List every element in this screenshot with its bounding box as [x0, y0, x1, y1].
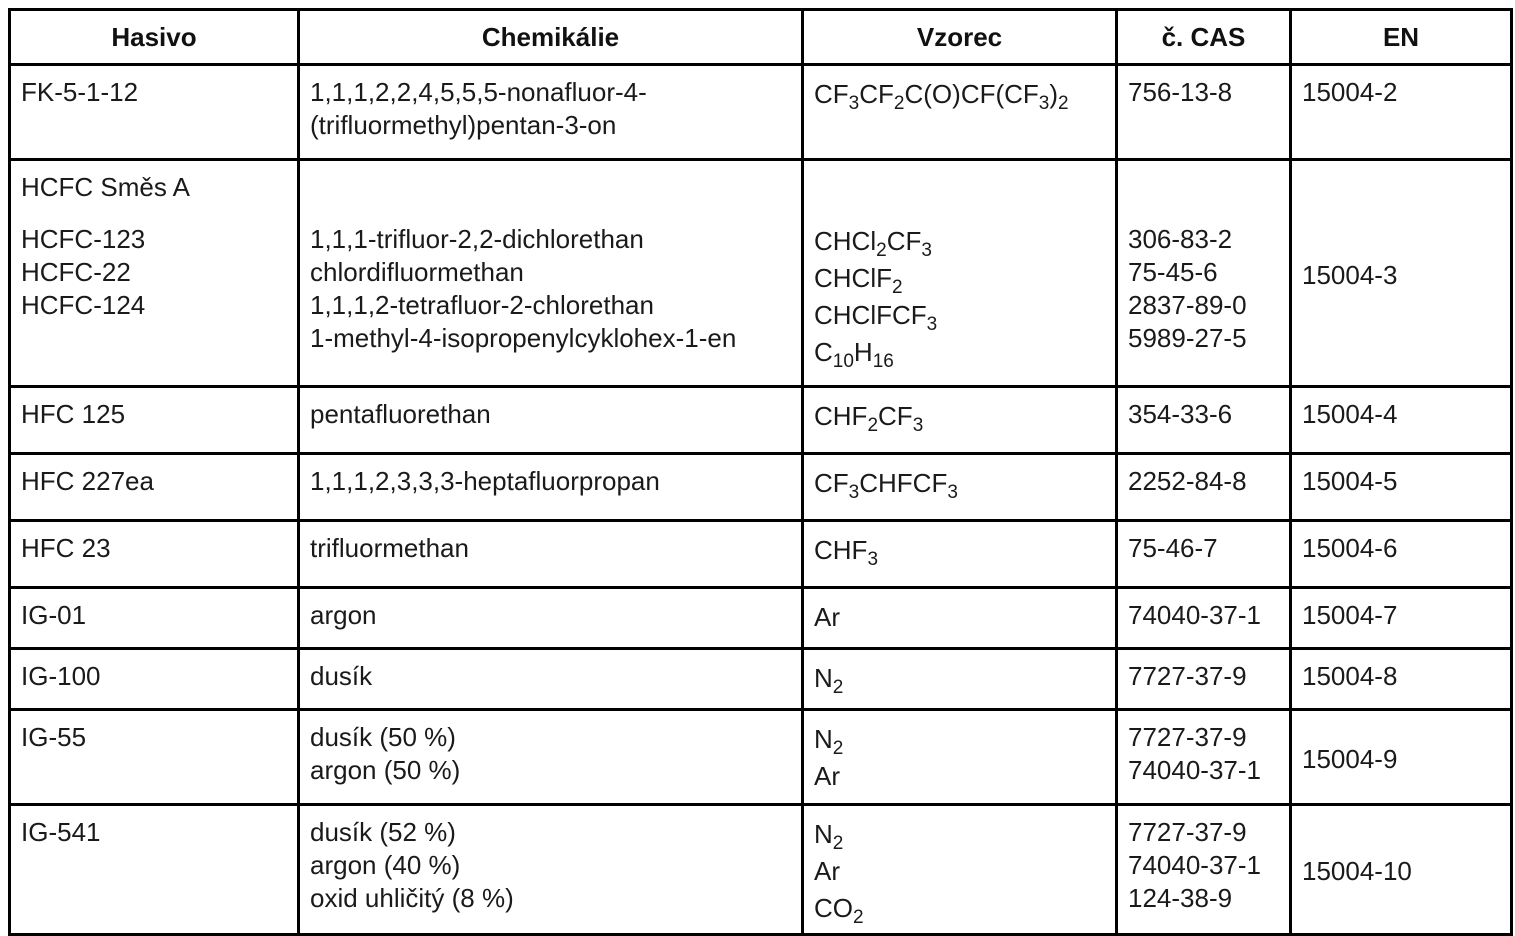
chemical-formula: $CHF_2CF_3$: [814, 401, 924, 436]
cell-vzorec: [803, 387, 1117, 454]
cell-chemikalie: trifluormethan: [299, 521, 803, 588]
cell-cas: 7727-37-9: [1117, 649, 1291, 710]
header-hasivo: Hasivo: [10, 10, 299, 65]
cell-chemikalie: 1,1,1-trifluor-2,2-dichlorethan chlordifluormethan 1,1,1,2-tetrafluor-2-chlorethan 1-methyl-4-isopropenylcyklohex-1-en: [299, 160, 803, 387]
cell-cas: 7727-37-9 74040-37-1 124-38-9: [1117, 805, 1291, 935]
table-row: [10, 65, 1512, 160]
cell-chemikalie: pentafluorethan: [299, 387, 803, 454]
cell-vzorec: [803, 588, 1117, 649]
cell-vzorec: [803, 454, 1117, 521]
cell-vzorec: [803, 521, 1117, 588]
chemical-formula: Ar: [814, 856, 840, 886]
table-row: [10, 387, 1512, 454]
cell-en: 15004-2: [1291, 65, 1512, 160]
chemical-formula: CHClFCF$_3$: [814, 300, 938, 335]
cell-cas: 2252-84-8: [1117, 454, 1291, 521]
chemical-formula: $N_2$: [814, 819, 844, 854]
header-vzorec: Vzorec: [803, 10, 1117, 65]
table-row: [10, 710, 1512, 805]
cell-cas: 7727-37-9 74040-37-1: [1117, 710, 1291, 805]
cell-cas: 354-33-6: [1117, 387, 1291, 454]
cell-en: 15004-9: [1291, 710, 1512, 805]
table-row: [10, 521, 1512, 588]
cell-en: 15004-6: [1291, 521, 1512, 588]
cell-vzorec: [803, 710, 1117, 805]
cell-hasivo: FK-5-1-12: [10, 65, 299, 160]
header-cas: č. CAS: [1117, 10, 1291, 65]
cell-hasivo: HCFC Směs A HCFC-123 HCFC-22 HCFC-124: [10, 160, 299, 387]
cell-cas: 75-46-7: [1117, 521, 1291, 588]
cell-chemikalie: 1,1,1,2,2,4,5,5,5-nonafluor-4- (trifluormethyl)pentan-3-on: [299, 65, 803, 160]
table-row: [10, 588, 1512, 649]
cell-hasivo: IG-55: [10, 710, 299, 805]
cell-vzorec: [803, 160, 1117, 387]
table-row: [10, 805, 1512, 935]
cell-chemikalie: 1,1,1,2,3,3,3-heptafluorpropan: [299, 454, 803, 521]
table-row: [10, 160, 1512, 387]
extinguishing-agents-table: [8, 8, 1513, 936]
cell-chemikalie: dusík (50 %) argon (50 %): [299, 710, 803, 805]
header-row: [10, 10, 1512, 65]
cell-hasivo: IG-01: [10, 588, 299, 649]
cell-hasivo: IG-541: [10, 805, 299, 935]
cell-en: 15004-5: [1291, 454, 1512, 521]
cell-en: 15004-8: [1291, 649, 1512, 710]
chemical-formula: Ar: [814, 602, 840, 632]
cell-chemikalie: dusík (52 %) argon (40 %) oxid uhličitý (8 %): [299, 805, 803, 935]
cell-en: 15004-4: [1291, 387, 1512, 454]
table-row: [10, 454, 1512, 521]
cell-hasivo: HFC 125: [10, 387, 299, 454]
table-row: [10, 649, 1512, 710]
cell-chemikalie: dusík: [299, 649, 803, 710]
header-chemikalie: Chemikálie: [299, 10, 803, 65]
cell-vzorec: [803, 65, 1117, 160]
header-en: EN: [1291, 10, 1512, 65]
cell-hasivo: HFC 227ea: [10, 454, 299, 521]
cell-en: 15004-7: [1291, 588, 1512, 649]
chemical-formula: Ar: [814, 761, 840, 791]
chemical-formula: CHClF$_2$: [814, 263, 903, 298]
chemical-formula: $CHCl_2CF_3$: [814, 226, 932, 261]
chemical-formula: $CHF_3$: [814, 535, 879, 570]
cell-cas: 74040-37-1: [1117, 588, 1291, 649]
cell-hasivo: IG-100: [10, 649, 299, 710]
cell-en: 15004-10: [1291, 805, 1512, 935]
chemical-formula: $CF_3CF_2C(O)CF(CF_3)_2$: [814, 79, 1069, 114]
chemical-formula: $CF_3CHFCF_3$: [814, 468, 958, 503]
cell-cas: 756-13-8: [1117, 65, 1291, 160]
chemical-formula: $CO_2$: [814, 893, 864, 928]
cell-vzorec: [803, 805, 1117, 935]
chemical-formula: $C_{10}H_{16}$: [814, 337, 894, 372]
chemical-formula: $N_2$: [814, 724, 844, 759]
chemical-formula: $N_2$: [814, 663, 844, 698]
cell-cas: 306-83-2 75-45-6 2837-89-0 5989-27-5: [1117, 160, 1291, 387]
cell-chemikalie: argon: [299, 588, 803, 649]
cell-hasivo: HFC 23: [10, 521, 299, 588]
cell-vzorec: [803, 649, 1117, 710]
cell-en: 15004-3: [1291, 160, 1512, 387]
